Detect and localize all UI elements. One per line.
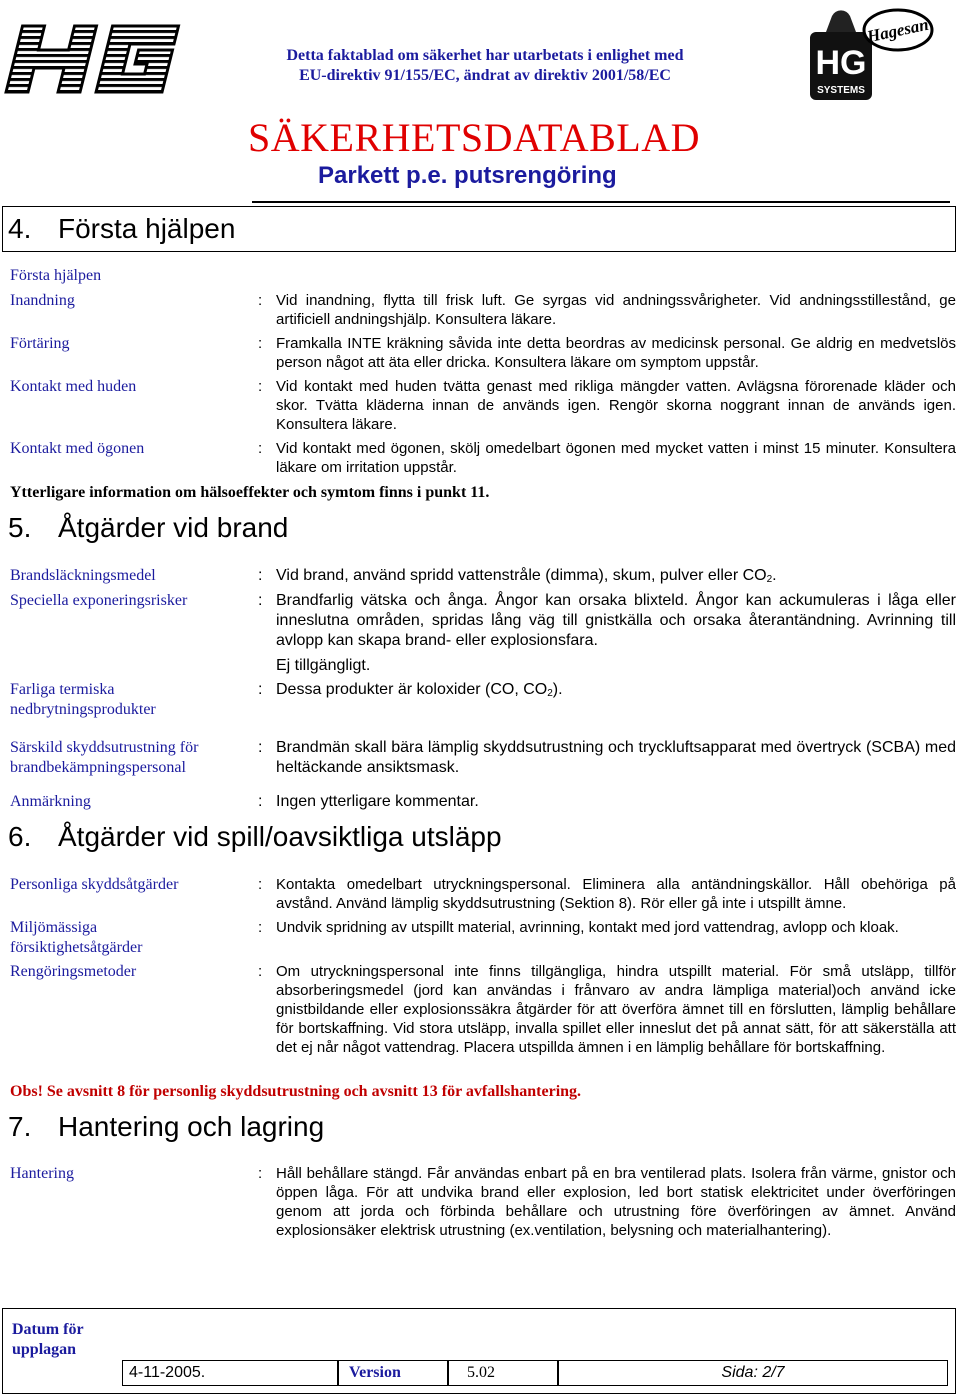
colon: : (258, 919, 263, 936)
text-part: ). (552, 681, 563, 698)
subscript: 2 (547, 688, 553, 699)
colon: : (258, 592, 263, 609)
colon: : (258, 378, 263, 395)
label-remark: Anmärkning (10, 793, 91, 810)
section-6-title (8, 820, 502, 854)
section-6-note (10, 1082, 581, 1102)
value-cleaning-methods: Om utryckningspersonal inte finns tillgängliga, hindra utspillt material. För små utsläpp, tillför absorberingsmedel (jord kan användas i frånvaro av andra lämpliga material)och använd icke gnistbildande eller explosionssäkra åtgärder för att överföra ämnet till en förslutten, lämplig behållare för bortskaffning. Vid stora utsläpp, invalla spillet eller inneslut det på annat sätt, för att säkerställa att det ej når något vattendrag. Placera utspillda ämnen i en lämplig behållare för bortskaffning. (276, 963, 956, 1056)
value-eye-contact: Vid kontakt med ögonen, skölj omedelbart ögonen med mycket vatten i minst 15 minuter. Konsultera läkare om irritation uppstår. (276, 440, 956, 476)
footer-version-value: 5.02 (448, 1360, 558, 1386)
text-part: Vid brand, använd spridd vattenstråle (dimma), skum, pulver eller CO (276, 567, 767, 584)
document-title: SÄKERHETSDATABLAD (248, 115, 700, 160)
value-firefighter-equipment: Brandmän skall bära lämplig skyddsutrustning och tryckluftsapparat med övertryck (SCBA) med heltäckande ansiktsmask. (276, 739, 956, 776)
colon: : (258, 876, 263, 893)
section-7-title-text: Hantering och lagring (58, 1111, 325, 1142)
note-prefix: Obs! (10, 1083, 43, 1100)
label-skin-contact: Kontakt med huden (10, 378, 137, 395)
colon: : (258, 440, 263, 457)
value-skin-contact: Vid kontakt med huden tvätta genast med rikliga mängder vatten. Avlägsna förorenade kläder och skor. Tvätta kläderna innan de används igen. Rengör skorna noggrant innan de används igen. Konsultera läkare. (276, 378, 956, 433)
footer-date-label: Datum för upplagan (12, 1321, 84, 1358)
label-handling: Hantering (10, 1165, 74, 1182)
footer-page-number: Sida: 2/7 (558, 1360, 948, 1386)
section-4-number: 4. (8, 213, 32, 244)
value-extinguishing-media (276, 566, 956, 590)
label-firefighter-equipment: Särskild skyddsutrustning för brandbekämpningspersonal (10, 739, 199, 776)
logo-hagesan-text: Hagesan (865, 14, 931, 47)
colon: : (258, 567, 263, 584)
text-part: Dessa produkter är koloxider (CO, CO (276, 681, 548, 698)
label-special-exposure-hazards: Speciella exponeringsrisker (10, 592, 188, 609)
product-name: Parkett p.e. putsrengöring (318, 162, 617, 189)
label-extinguishing-media: Brandsläckningsmedel (10, 567, 156, 584)
hg-logo (2, 12, 192, 102)
directive-line-1: Detta faktablad om säkerhet har utarbetats i enlighet med (286, 47, 684, 64)
subscript: 2 (766, 574, 773, 585)
value-environmental-precautions: Undvik spridning av utspillt material, avrinning, kontakt med jord vattendrag, avlopp och kloak. (276, 919, 899, 936)
section-7-number: 7. (8, 1111, 32, 1142)
value-special-exposure-hazards-extra: Ej tillgängligt. (276, 657, 371, 674)
colon: : (258, 335, 263, 352)
section-4-title-text: Första hjälpen (58, 213, 236, 244)
colon: : (258, 793, 263, 810)
section-6-title-text: Åtgärder vid spill/oavsiktliga utsläpp (58, 821, 502, 852)
colon: : (258, 739, 263, 756)
header-rule (252, 201, 950, 203)
section-5-title-text: Åtgärder vid brand (58, 512, 289, 543)
value-ingestion: Framkalla INTE kräkning såvida inte detta beordras av medicinsk personal. Ge aldrig en medvetslös person något att äta eller dricka. Konsultera läkare om symptom uppstår. (276, 335, 956, 371)
label-environmental-precautions: Miljömässiga försiktighetsåtgärder (10, 919, 143, 956)
colon: : (258, 292, 263, 309)
section-7-title (8, 1110, 324, 1144)
label-personal-precautions: Personliga skyddsåtgärder (10, 876, 179, 893)
value-personal-precautions: Kontakta omedelbart utryckningspersonal. Eliminera alla antändningskällor. Håll obehöriga på avstånd. Använd lämplig skyddsutrustning (Sektion 8). Rör eller gå inte i utspillt ämne. (276, 876, 956, 912)
label-ingestion: Förtäring (10, 335, 70, 352)
value-handling: Håll behållare stängd. Får användas enbart på en bra ventilerad plats. Isolera från värme, gnistor och öppen låga. För att undvika brand eller explosion, led bort statisk elektricitet under överföringen genom att jorda och förbinda behållare och utrustning före överföringen av ämnet. Använd explosionsäker elektrisk utrustning (ex.ventilation, belysning och materialhantering). (276, 1165, 956, 1239)
footer-version-label: Version (338, 1360, 448, 1386)
text-part: . (772, 567, 777, 584)
note-text: Se avsnitt 8 för personlig skyddsutrustning och avsnitt 13 för avfallshantering. (42, 1083, 582, 1100)
value-inhalation: Vid inandning, flytta till frisk luft. Ge syrgas vid andningssvårigheter. Vid andningsstillestånd, ge artificiell andningshjälp. Konsultera läkare. (276, 292, 956, 328)
section-5-number: 5. (8, 512, 32, 543)
directive-notice (240, 46, 730, 86)
first-aid-heading: Första hjälpen (10, 267, 102, 284)
colon: : (258, 963, 263, 980)
directive-line-2: EU-direktiv 91/155/EC, ändrat av direktiv 2001/58/EC (299, 67, 671, 84)
section-6-number: 6. (8, 821, 32, 852)
label-cleaning-methods: Rengöringsmetoder (10, 963, 137, 980)
logo-systems-text: SYSTEMS (817, 85, 865, 96)
hg-systems-logo (806, 4, 938, 104)
label-thermal-decomposition: Farliga termiska nedbrytningsprodukter (10, 681, 156, 718)
value-remark: Ingen ytterligare kommentar. (276, 793, 479, 810)
value-thermal-decomposition (276, 680, 956, 704)
logo-hg-text: HG (815, 44, 867, 82)
colon: : (258, 1165, 263, 1182)
colon: : (258, 681, 263, 698)
section-4-title (8, 212, 235, 246)
label-eye-contact: Kontakt med ögonen (10, 440, 145, 457)
section-5-title (8, 511, 288, 545)
value-special-exposure-hazards: Brandfarlig vätska och ånga. Ångor kan orsaka blixteld. Ångor kan ackumuleras i låga eller inneslutna områden, spridas lång väg till gnistkälla och orsaka återantändning. Avrinning till avlopp kan skapa brand- eller explosionsfara. (276, 592, 956, 649)
footer-date-value: 4-11-2005. (122, 1360, 338, 1386)
label-inhalation: Inandning (10, 292, 75, 309)
section-4-note: Ytterligare information om hälsoeffekter och symtom finns i punkt 11. (10, 484, 490, 501)
